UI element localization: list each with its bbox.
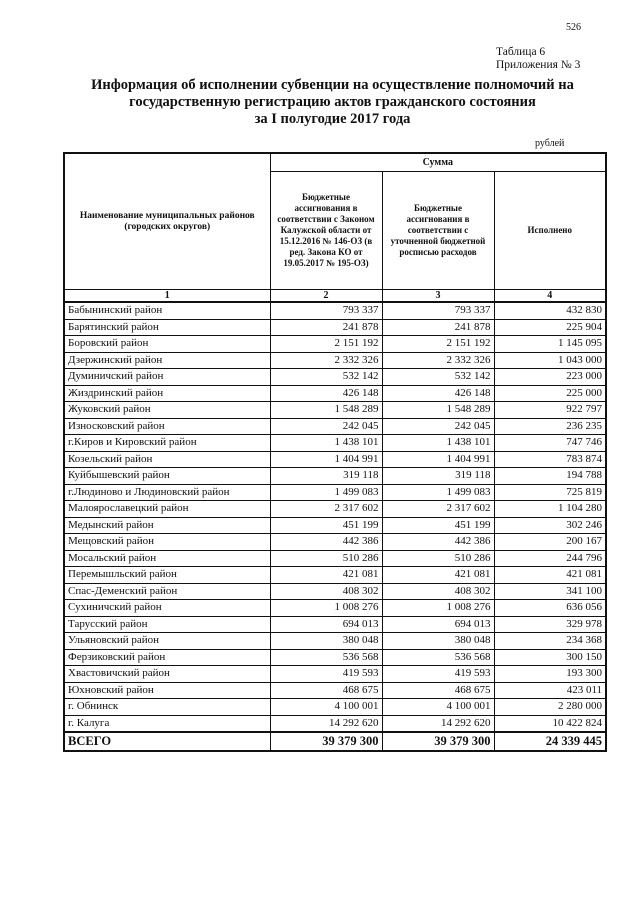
district-name: Ульяновский район [64, 633, 270, 650]
table-row [64, 418, 606, 435]
budget-law-value: 2 151 192 [270, 336, 382, 353]
executed-value: 783 874 [494, 451, 606, 468]
executed-value: 636 056 [494, 600, 606, 617]
table-row [64, 369, 606, 386]
column-number: 4 [494, 290, 606, 303]
executed-value: 341 100 [494, 583, 606, 600]
budget-law-value: 694 013 [270, 616, 382, 633]
executed-value: 302 246 [494, 517, 606, 534]
district-name: Жуковский район [64, 402, 270, 419]
executed-value: 747 746 [494, 435, 606, 452]
budget-refined-value: 694 013 [382, 616, 494, 633]
district-name: Жиздринский район [64, 385, 270, 402]
column-number: 2 [270, 290, 382, 303]
table-body [64, 290, 606, 733]
table-row [64, 666, 606, 683]
district-name: Куйбышевский район [64, 468, 270, 485]
title-line: государственную регистрацию актов гражданского состояния [129, 94, 536, 110]
total-budget-law: 39 379 300 [270, 732, 382, 751]
executed-value: 432 830 [494, 302, 606, 319]
budget-refined-value: 419 593 [382, 666, 494, 683]
executed-value: 234 368 [494, 633, 606, 650]
budget-refined-value: 426 148 [382, 385, 494, 402]
budget-law-value: 319 118 [270, 468, 382, 485]
executed-value: 236 235 [494, 418, 606, 435]
budget-refined-value: 532 142 [382, 369, 494, 386]
column-number-row [64, 290, 606, 303]
budget-law-value: 1 008 276 [270, 600, 382, 617]
budget-law-value: 532 142 [270, 369, 382, 386]
budget-law-value: 426 148 [270, 385, 382, 402]
executed-value: 922 797 [494, 402, 606, 419]
executed-value: 421 081 [494, 567, 606, 584]
executed-value: 423 011 [494, 682, 606, 699]
executed-value: 1 043 000 [494, 352, 606, 369]
table-row [64, 616, 606, 633]
budget-refined-value: 2 151 192 [382, 336, 494, 353]
budget-refined-value: 468 675 [382, 682, 494, 699]
table-row [64, 567, 606, 584]
table-row [64, 336, 606, 353]
executed-value: 193 300 [494, 666, 606, 683]
district-name: Перемышльский район [64, 567, 270, 584]
budget-refined-value: 1 499 083 [382, 484, 494, 501]
budget-law-value: 2 332 326 [270, 352, 382, 369]
budget-law-value: 1 438 101 [270, 435, 382, 452]
header-sum: Сумма [270, 153, 606, 172]
header-budget-law: Бюджетные ассигнования в соответствии с Законом Калужской области от 15.12.2016 № 146-ОЗ (в ред. Закона КО от 19.05.2017 № 195-ОЗ) [270, 172, 382, 290]
budget-law-value: 1 548 289 [270, 402, 382, 419]
budget-law-value: 1 404 991 [270, 451, 382, 468]
district-name: Мещовский район [64, 534, 270, 551]
executed-value: 225 000 [494, 385, 606, 402]
title-line: Информация об исполнении субвенции на осуществление полномочий на [91, 77, 574, 93]
table-reference-line: Таблица 6 [496, 46, 546, 58]
budget-law-value: 380 048 [270, 633, 382, 650]
total-label: ВСЕГО [64, 732, 270, 751]
budget-law-value: 2 317 602 [270, 501, 382, 518]
executed-value: 244 796 [494, 550, 606, 567]
table-row [64, 468, 606, 485]
district-name: Износковский район [64, 418, 270, 435]
budget-law-value: 1 499 083 [270, 484, 382, 501]
table-row [64, 402, 606, 419]
header-budget-refined: Бюджетные ассигнования в соответствии с уточненной бюджетной росписью расходов [382, 172, 494, 290]
table-reference [496, 46, 580, 72]
budget-refined-value: 2 317 602 [382, 501, 494, 518]
budget-refined-value: 442 386 [382, 534, 494, 551]
budget-law-value: 421 081 [270, 567, 382, 584]
executed-value: 194 788 [494, 468, 606, 485]
budget-refined-value: 1 438 101 [382, 435, 494, 452]
document-title [60, 77, 605, 128]
header-executed: Исполнено [494, 172, 606, 290]
executed-value: 10 422 824 [494, 715, 606, 732]
table-row [64, 550, 606, 567]
executed-value: 200 167 [494, 534, 606, 551]
district-name: Боровский район [64, 336, 270, 353]
table-row [64, 451, 606, 468]
budget-law-value: 510 286 [270, 550, 382, 567]
table-reference-line: Приложения № 3 [496, 59, 581, 71]
budget-refined-value: 2 332 326 [382, 352, 494, 369]
executed-value: 223 000 [494, 369, 606, 386]
district-name: Козельский район [64, 451, 270, 468]
table-row [64, 484, 606, 501]
district-name: Бабынинский район [64, 302, 270, 319]
table-row [64, 600, 606, 617]
district-name: Спас-Деменский район [64, 583, 270, 600]
district-name: Ферзиковский район [64, 649, 270, 666]
budget-law-value: 442 386 [270, 534, 382, 551]
district-name: Тарусский район [64, 616, 270, 633]
budget-refined-value: 793 337 [382, 302, 494, 319]
district-name: г.Людиново и Людиновский район [64, 484, 270, 501]
executed-value: 225 904 [494, 319, 606, 336]
table-row [64, 302, 606, 319]
district-name: г. Калуга [64, 715, 270, 732]
header-name-column: Наименование муниципальных районов (городских округов) [64, 153, 270, 290]
budget-refined-value: 4 100 001 [382, 699, 494, 716]
budget-refined-value: 1 404 991 [382, 451, 494, 468]
table-row [64, 501, 606, 518]
table-row [64, 435, 606, 452]
total-row [64, 732, 606, 751]
table-row [64, 699, 606, 716]
budget-law-value: 793 337 [270, 302, 382, 319]
units-label: рублей [535, 138, 565, 149]
column-number: 1 [64, 290, 270, 303]
table-row [64, 319, 606, 336]
column-number: 3 [382, 290, 494, 303]
budget-refined-value: 319 118 [382, 468, 494, 485]
budget-law-value: 468 675 [270, 682, 382, 699]
district-name: Думиничский район [64, 369, 270, 386]
district-name: Сухиничский район [64, 600, 270, 617]
district-name: Барятинский район [64, 319, 270, 336]
total-budget-refined: 39 379 300 [382, 732, 494, 751]
budget-law-value: 4 100 001 [270, 699, 382, 716]
budget-refined-value: 1 008 276 [382, 600, 494, 617]
budget-refined-value: 451 199 [382, 517, 494, 534]
table-row [64, 583, 606, 600]
page-number: 526 [566, 22, 581, 33]
budget-refined-value: 14 292 620 [382, 715, 494, 732]
district-name: Юхновский район [64, 682, 270, 699]
table-row [64, 517, 606, 534]
budget-refined-value: 380 048 [382, 633, 494, 650]
budget-refined-value: 536 568 [382, 649, 494, 666]
total-executed: 24 339 445 [494, 732, 606, 751]
district-name: Малоярославецкий район [64, 501, 270, 518]
budget-refined-value: 510 286 [382, 550, 494, 567]
executed-value: 1 104 280 [494, 501, 606, 518]
table-row [64, 715, 606, 732]
subvention-table [63, 152, 607, 752]
executed-value: 329 978 [494, 616, 606, 633]
budget-law-value: 408 302 [270, 583, 382, 600]
budget-law-value: 451 199 [270, 517, 382, 534]
budget-refined-value: 241 878 [382, 319, 494, 336]
district-name: г.Киров и Кировский район [64, 435, 270, 452]
district-name: Дзержинский район [64, 352, 270, 369]
budget-law-value: 536 568 [270, 649, 382, 666]
district-name: г. Обнинск [64, 699, 270, 716]
district-name: Медынский район [64, 517, 270, 534]
table-row [64, 682, 606, 699]
budget-law-value: 14 292 620 [270, 715, 382, 732]
title-line: за I полугодие 2017 года [254, 111, 411, 127]
district-name: Мосальский район [64, 550, 270, 567]
executed-value: 1 145 095 [494, 336, 606, 353]
district-name: Хвастовичский район [64, 666, 270, 683]
budget-refined-value: 421 081 [382, 567, 494, 584]
table-row [64, 534, 606, 551]
budget-refined-value: 1 548 289 [382, 402, 494, 419]
executed-value: 725 819 [494, 484, 606, 501]
table-row [64, 633, 606, 650]
executed-value: 2 280 000 [494, 699, 606, 716]
table-row [64, 352, 606, 369]
budget-law-value: 419 593 [270, 666, 382, 683]
budget-refined-value: 408 302 [382, 583, 494, 600]
table-row [64, 385, 606, 402]
budget-refined-value: 242 045 [382, 418, 494, 435]
budget-law-value: 242 045 [270, 418, 382, 435]
budget-law-value: 241 878 [270, 319, 382, 336]
table-row [64, 649, 606, 666]
executed-value: 300 150 [494, 649, 606, 666]
